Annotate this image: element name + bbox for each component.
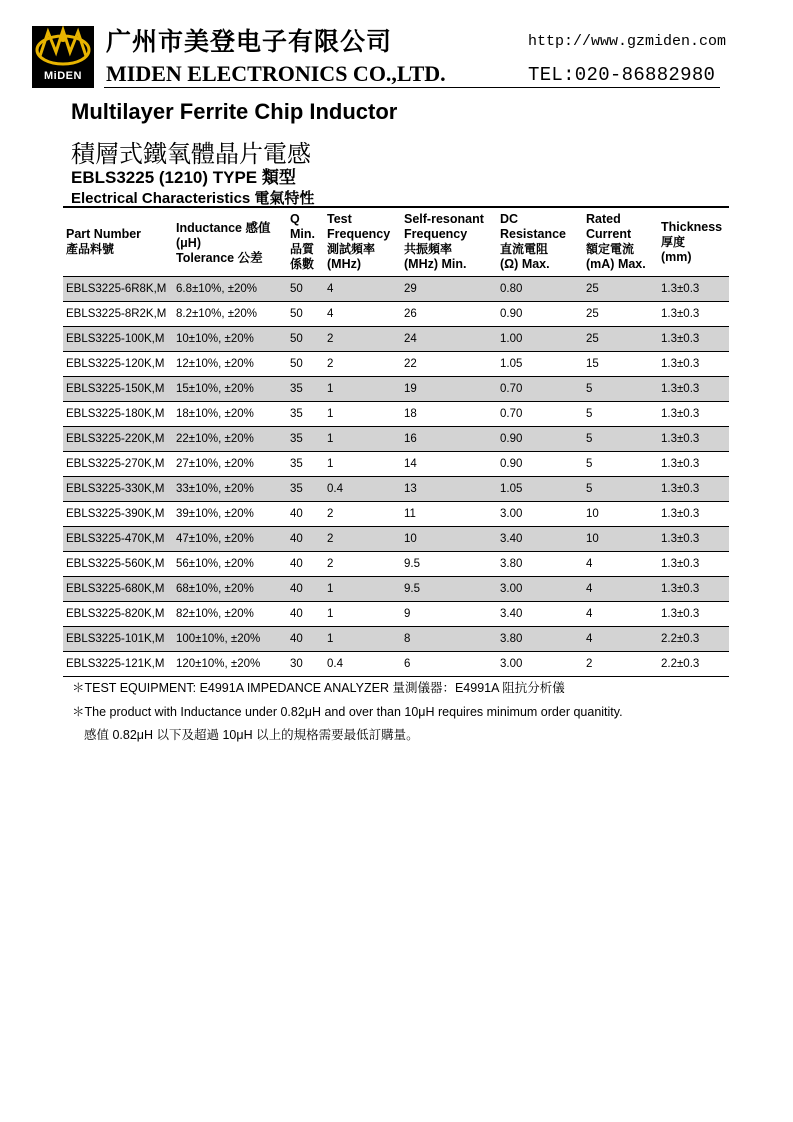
- cell-test-frequency: 4: [327, 308, 334, 320]
- cell-rated-current: 5: [586, 458, 593, 470]
- cell-test-frequency: 0.4: [327, 483, 343, 495]
- header-dc-resistance: DC Resistance 直流電阻 (Ω) Max.: [500, 212, 567, 271]
- cell-q-min: 50: [290, 308, 303, 320]
- cell-inductance: 47±10%, ±20%: [176, 533, 254, 545]
- cell-part-number: EBLS3225-120K,M: [66, 358, 165, 370]
- cell-thickness: 2.2±0.3: [661, 658, 700, 670]
- cell-q-min: 40: [290, 583, 303, 595]
- cell-rated-current: 2: [586, 658, 593, 670]
- table-row: [63, 627, 729, 652]
- table-row: [63, 277, 729, 302]
- table-row: [63, 427, 729, 452]
- note-moq: ＊The product with Inductance under 0.82μH and over than 10μH requires minimum order quanitity.: [72, 705, 623, 719]
- table-row: [63, 477, 729, 502]
- header-self-resonant: Self-resonant Frequency 共振頻率 (MHz) Min.: [404, 212, 484, 271]
- cell-rated-current: 10: [586, 533, 599, 545]
- cell-part-number: EBLS3225-330K,M: [66, 483, 165, 495]
- company-logo: [32, 26, 94, 88]
- cell-q-min: 50: [290, 333, 303, 345]
- cell-thickness: 1.3±0.3: [661, 483, 700, 495]
- table-row: [63, 502, 729, 527]
- cell-part-number: EBLS3225-390K,M: [66, 508, 165, 520]
- cell-test-frequency: 2: [327, 508, 334, 520]
- cell-part-number: EBLS3225-6R8K,M: [66, 283, 167, 295]
- cell-inductance: 120±10%, ±20%: [176, 658, 261, 670]
- cell-rated-current: 4: [586, 558, 593, 570]
- section-heading: Electrical Characteristics 電氣特性: [71, 190, 315, 207]
- cell-inductance: 15±10%, ±20%: [176, 383, 254, 395]
- cell-inductance: 56±10%, ±20%: [176, 558, 254, 570]
- cell-inductance: 27±10%, ±20%: [176, 458, 254, 470]
- cell-test-frequency: 4: [327, 283, 334, 295]
- cell-part-number: EBLS3225-470K,M: [66, 533, 165, 545]
- cell-q-min: 35: [290, 408, 303, 420]
- header-rated-current: Rated Current 額定電流 (mA) Max.: [586, 212, 646, 271]
- cell-dc-resistance: 3.00: [500, 508, 523, 520]
- cell-rated-current: 5: [586, 483, 593, 495]
- cell-dc-resistance: 1.05: [500, 358, 523, 370]
- cell-self-resonant: 9.5: [404, 583, 420, 595]
- header-thickness: Thickness 厚度 (mm): [661, 220, 723, 264]
- cell-q-min: 30: [290, 658, 303, 670]
- cell-self-resonant: 29: [404, 283, 417, 295]
- cell-test-frequency: 1: [327, 383, 334, 395]
- cell-test-frequency: 2: [327, 558, 334, 570]
- cell-rated-current: 25: [586, 308, 599, 320]
- company-name-en: MIDEN ELECTRONICS CO.,LTD.: [106, 61, 446, 86]
- cell-dc-resistance: 0.80: [500, 283, 523, 295]
- cell-part-number: EBLS3225-101K,M: [66, 633, 165, 645]
- cell-dc-resistance: 0.70: [500, 408, 523, 420]
- cell-rated-current: 25: [586, 333, 599, 345]
- cell-q-min: 35: [290, 458, 303, 470]
- cell-dc-resistance: 3.40: [500, 533, 523, 545]
- company-name-cn: 广州市美登电子有限公司: [106, 27, 393, 56]
- cell-test-frequency: 2: [327, 533, 334, 545]
- cell-self-resonant: 13: [404, 483, 417, 495]
- header-part-number: Part Number 產品料號: [66, 227, 142, 256]
- cell-test-frequency: 0.4: [327, 658, 343, 670]
- cell-test-frequency: 1: [327, 433, 334, 445]
- cell-thickness: 1.3±0.3: [661, 333, 700, 345]
- cell-rated-current: 5: [586, 408, 593, 420]
- cell-dc-resistance: 0.90: [500, 458, 523, 470]
- cell-part-number: EBLS3225-121K,M: [66, 658, 165, 670]
- cell-self-resonant: 14: [404, 458, 417, 470]
- cell-dc-resistance: 0.70: [500, 383, 523, 395]
- website-link[interactable]: http://www.gzmiden.com: [528, 33, 727, 50]
- cell-rated-current: 5: [586, 433, 593, 445]
- cell-self-resonant: 9.5: [404, 558, 420, 570]
- header-test-frequency: Test Frequency 測試頻率 (MHz): [327, 212, 391, 271]
- page-title: Multilayer Ferrite Chip Inductor: [71, 99, 398, 124]
- table-row: [63, 552, 729, 577]
- cell-q-min: 35: [290, 383, 303, 395]
- table-row: [63, 527, 729, 552]
- cell-q-min: 35: [290, 483, 303, 495]
- cell-thickness: 1.3±0.3: [661, 533, 700, 545]
- header-q-min: Q Min. 品質 係數: [290, 212, 315, 271]
- cell-q-min: 40: [290, 533, 303, 545]
- cell-q-min: 50: [290, 358, 303, 370]
- cell-self-resonant: 9: [404, 608, 411, 620]
- cell-inductance: 68±10%, ±20%: [176, 583, 254, 595]
- cell-q-min: 40: [290, 608, 303, 620]
- cell-self-resonant: 18: [404, 408, 417, 420]
- cell-self-resonant: 11: [404, 508, 416, 520]
- cell-part-number: EBLS3225-150K,M: [66, 383, 165, 395]
- logo-text: MiDEN: [44, 70, 82, 82]
- note-equipment: ＊TEST EQUIPMENT: E4991A IMPEDANCE ANALYZER 量測儀器：E4991A 阻抗分析儀: [72, 681, 565, 695]
- note-moq-cn: 感值 0.82μH 以下及超過 10μH 以上的規格需要最低訂購量。: [84, 728, 419, 742]
- cell-dc-resistance: 1.05: [500, 483, 523, 495]
- cell-test-frequency: 1: [327, 458, 334, 470]
- page-title-cn: 積層式鐵氧體晶片電感: [71, 140, 311, 168]
- cell-rated-current: 25: [586, 283, 599, 295]
- cell-inductance: 12±10%, ±20%: [176, 358, 254, 370]
- cell-q-min: 35: [290, 433, 303, 445]
- cell-inductance: 82±10%, ±20%: [176, 608, 254, 620]
- cell-rated-current: 4: [586, 608, 593, 620]
- table-row: [63, 402, 729, 427]
- cell-test-frequency: 2: [327, 358, 334, 370]
- cell-test-frequency: 1: [327, 583, 334, 595]
- cell-thickness: 1.3±0.3: [661, 408, 700, 420]
- cell-part-number: EBLS3225-180K,M: [66, 408, 165, 420]
- cell-thickness: 1.3±0.3: [661, 558, 700, 570]
- cell-inductance: 10±10%, ±20%: [176, 333, 254, 345]
- cell-rated-current: 15: [586, 358, 599, 370]
- cell-dc-resistance: 0.90: [500, 308, 523, 320]
- cell-rated-current: 4: [586, 633, 593, 645]
- cell-thickness: 1.3±0.3: [661, 383, 700, 395]
- table-row: [63, 652, 729, 677]
- cell-dc-resistance: 1.00: [500, 333, 523, 345]
- cell-inductance: 22±10%, ±20%: [176, 433, 254, 445]
- cell-thickness: 1.3±0.3: [661, 308, 700, 320]
- cell-part-number: EBLS3225-560K,M: [66, 558, 165, 570]
- cell-thickness: 1.3±0.3: [661, 608, 700, 620]
- cell-self-resonant: 22: [404, 358, 417, 370]
- cell-inductance: 33±10%, ±20%: [176, 483, 254, 495]
- cell-test-frequency: 1: [327, 633, 334, 645]
- cell-thickness: 1.3±0.3: [661, 458, 700, 470]
- cell-rated-current: 5: [586, 383, 593, 395]
- cell-dc-resistance: 3.00: [500, 583, 523, 595]
- cell-inductance: 6.8±10%, ±20%: [176, 283, 258, 295]
- cell-inductance: 8.2±10%, ±20%: [176, 308, 258, 320]
- cell-thickness: 1.3±0.3: [661, 583, 700, 595]
- cell-q-min: 50: [290, 283, 303, 295]
- cell-part-number: EBLS3225-100K,M: [66, 333, 165, 345]
- cell-thickness: 1.3±0.3: [661, 358, 700, 370]
- cell-inductance: 39±10%, ±20%: [176, 508, 254, 520]
- table-row: [63, 452, 729, 477]
- cell-part-number: EBLS3225-270K,M: [66, 458, 165, 470]
- cell-dc-resistance: 3.80: [500, 633, 523, 645]
- cell-test-frequency: 1: [327, 608, 334, 620]
- header-inductance: Inductance 感值 (μH) Tolerance 公差: [176, 221, 271, 265]
- header-divider: [104, 87, 720, 88]
- cell-thickness: 1.3±0.3: [661, 283, 700, 295]
- cell-self-resonant: 24: [404, 333, 417, 345]
- cell-part-number: EBLS3225-820K,M: [66, 608, 165, 620]
- table-row: [63, 327, 729, 352]
- cell-self-resonant: 6: [404, 658, 411, 670]
- table-row: [63, 577, 729, 602]
- cell-part-number: EBLS3225-220K,M: [66, 433, 165, 445]
- cell-test-frequency: 1: [327, 408, 334, 420]
- cell-dc-resistance: 3.80: [500, 558, 523, 570]
- logo-emblem-icon: [32, 26, 94, 70]
- spec-table: [63, 206, 729, 677]
- cell-test-frequency: 2: [327, 333, 334, 345]
- cell-thickness: 2.2±0.3: [661, 633, 700, 645]
- cell-inductance: 100±10%, ±20%: [176, 633, 261, 645]
- cell-self-resonant: 8: [404, 633, 411, 645]
- cell-self-resonant: 16: [404, 433, 417, 445]
- cell-self-resonant: 26: [404, 308, 417, 320]
- cell-dc-resistance: 0.90: [500, 433, 523, 445]
- cell-q-min: 40: [290, 508, 303, 520]
- cell-self-resonant: 10: [404, 533, 417, 545]
- cell-thickness: 1.3±0.3: [661, 508, 700, 520]
- table-row: [63, 377, 729, 402]
- cell-part-number: EBLS3225-680K,M: [66, 583, 165, 595]
- cell-thickness: 1.3±0.3: [661, 433, 700, 445]
- table-header: [63, 206, 729, 277]
- table-row: [63, 302, 729, 327]
- cell-rated-current: 4: [586, 583, 593, 595]
- cell-q-min: 40: [290, 558, 303, 570]
- cell-dc-resistance: 3.00: [500, 658, 523, 670]
- cell-inductance: 18±10%, ±20%: [176, 408, 254, 420]
- type-heading: EBLS3225 (1210) TYPE 類型: [71, 168, 296, 187]
- table-body: [63, 277, 729, 677]
- cell-dc-resistance: 3.40: [500, 608, 523, 620]
- table-row: [63, 352, 729, 377]
- cell-self-resonant: 19: [404, 383, 417, 395]
- cell-rated-current: 10: [586, 508, 599, 520]
- table-row: [63, 602, 729, 627]
- cell-part-number: EBLS3225-8R2K,M: [66, 308, 167, 320]
- telephone: TEL:020-86882980: [528, 64, 716, 86]
- cell-q-min: 40: [290, 633, 303, 645]
